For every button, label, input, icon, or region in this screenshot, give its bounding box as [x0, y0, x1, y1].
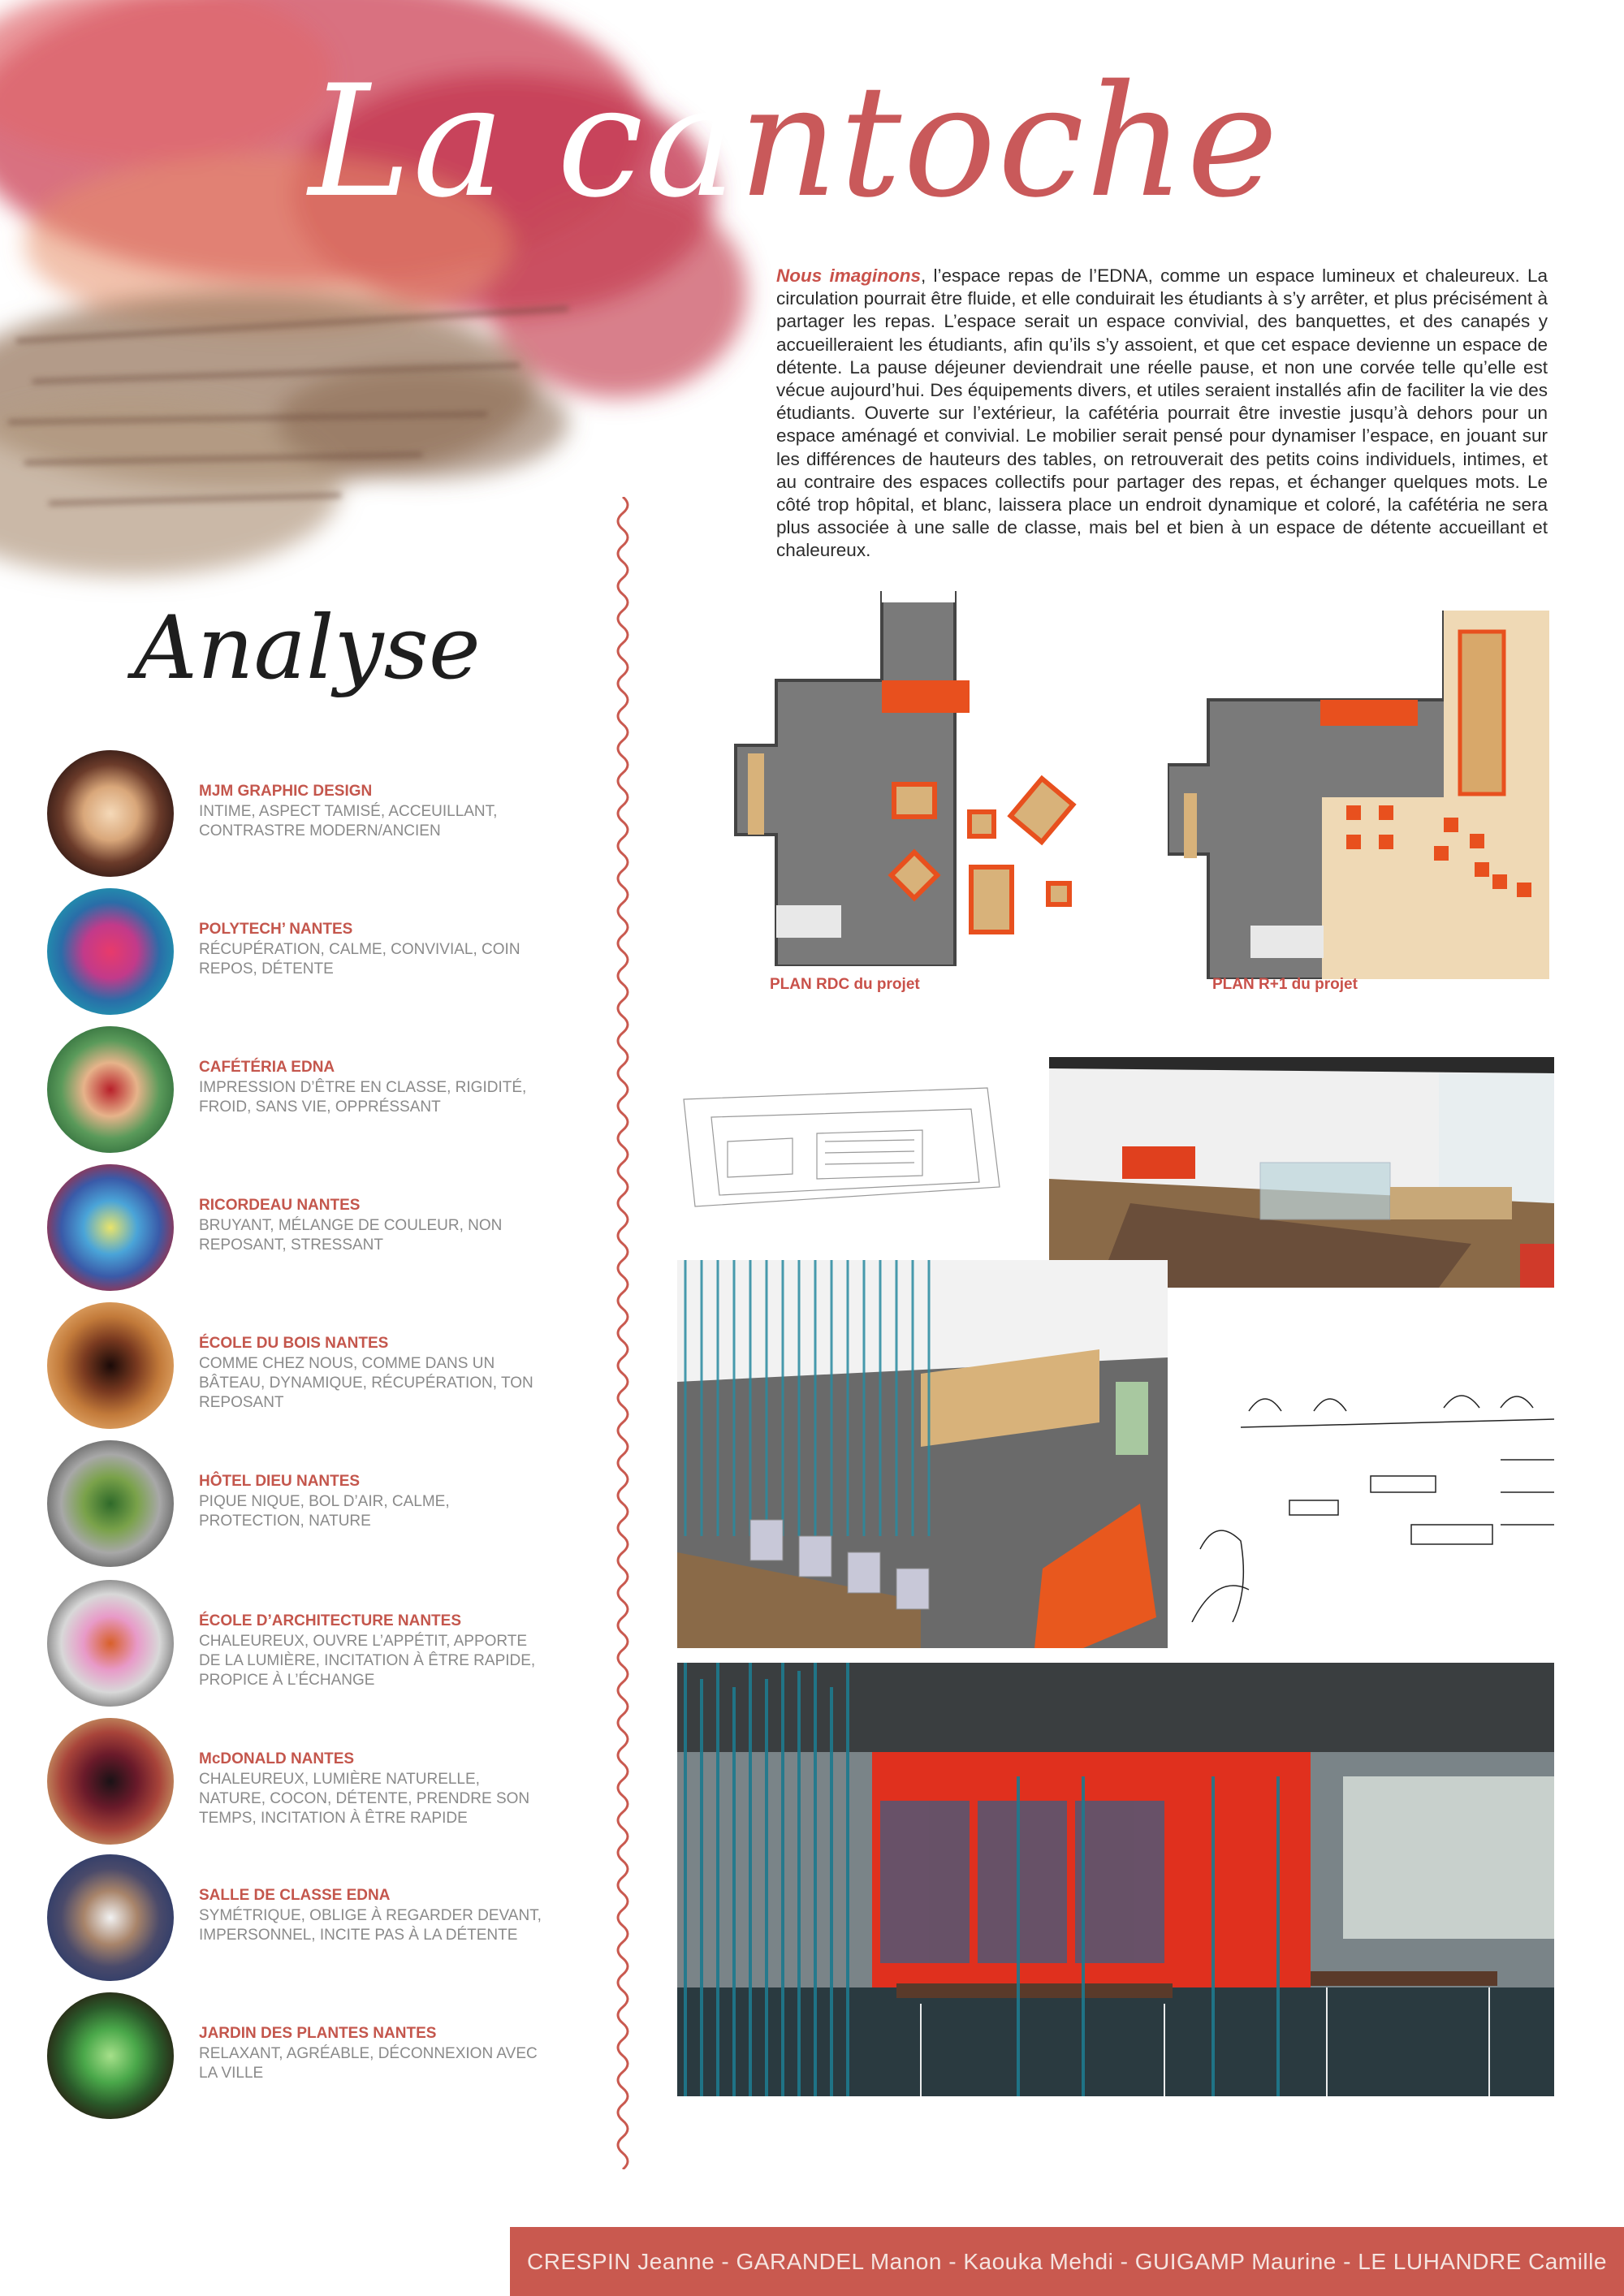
color-swatch-disc [47, 1718, 174, 1845]
color-swatch-disc [47, 1854, 174, 1981]
analysis-item [47, 750, 567, 880]
analysis-item-description: CHALEUREUX, LUMIÈRE NATURELLE, NATURE, COCON, DÉTENTE, PRENDRE SON TEMPS, INCITATION À ÊTRE RAPIDE [199, 1771, 530, 1827]
sketch-overview [679, 1085, 1004, 1215]
analysis-item-name: POLYTECH’ NANTES [199, 921, 353, 938]
analysis-item [47, 1440, 567, 1570]
analysis-item-name: HÔTEL DIEU NANTES [199, 1473, 361, 1490]
intro-paragraph [776, 265, 1548, 563]
render-upper-floor [1049, 1057, 1554, 1288]
analysis-item-description: IMPRESSION D’ÊTRE EN CLASSE, RIGIDITÉ, FROID, SANS VIE, OPPRÉSSANT [199, 1079, 527, 1116]
analysis-item-description: PIQUE NIQUE, BOL D’AIR, CALME, PROTECTION, NATURE [199, 1493, 450, 1530]
analysis-item-name: SALLE DE CLASSE EDNA [199, 1887, 391, 1904]
plan-rdc-caption: PLAN RDC du projet [770, 976, 920, 993]
analysis-item [47, 1164, 567, 1294]
analysis-item-description: RELAXANT, AGRÉABLE, DÉCONNEXION AVEC LA VILLE [199, 2045, 538, 2082]
analysis-item-name: McDONALD NANTES [199, 1750, 355, 1767]
analysis-item-name: ÉCOLE DU BOIS NANTES [199, 1335, 389, 1352]
analysis-item [47, 1026, 567, 1156]
analyse-heading: Analyse [134, 598, 481, 699]
analysis-item-description: BRUYANT, MÉLANGE DE COULEUR, NON REPOSANT, STRESSANT [199, 1217, 503, 1254]
analysis-item-description: RÉCUPÉRATION, CALME, CONVIVIAL, COIN REPOS, DÉTENTE [199, 941, 520, 978]
analysis-item-description: CHALEUREUX, OUVRE L’APPÉTIT, APPORTE DE LA LUMIÈRE, INCITATION À ÊTRE RAPIDE, PROPICE À L’ÉCHANGE [199, 1633, 536, 1689]
intro-text: , l’espace repas de l’EDNA, comme un espace lumineux et chaleureux. La circulation pourrait être fluide, et elle conduirait les étudiants à s’y arrêter, et plus précisément à partager les repas. L’espace serait un espace convivial, des banquettes, et des canapés y accueilleraient les étudiants, afin qu’ils s’y assoient, et que cet espace devienne un espace de détente. La pause déjeuner deviendrait une réelle pause, et non une corvée telle qu’elle est vécue aujourd’hui. Des équipements divers, et utiles seraient installés afin de faciliter la vie des étudiants. Ouverte sur l’extérieur, la cafétéria pourrait être investie jusqu’à dehors pour un espace aménagé et convivial. Le mobilier serait pensé pour dynamiser l’espace, en jouant sur les différences de hauteurs des tables, on retrouverait des petits coins individuels, intimes, et au contraire des espaces collectifs pour partager des repas, et échanger quelques mots. Le côté trop hôpital, et blanc, laissera place un endroit dynamique et coloré, la cafétéria ne sera plus associée à une salle de classe, mais bel et bien à un espace de détente accueillant et chaleureux. [776, 265, 1548, 561]
color-swatch-disc [47, 750, 174, 877]
color-swatch-disc [47, 1302, 174, 1429]
plan-r1 [1168, 611, 1549, 979]
analysis-item [47, 1580, 567, 1710]
analysis-item [47, 888, 567, 1018]
plan-rdc [728, 591, 1109, 966]
authors-footer: CRESPIN Jeanne - GARANDEL Manon - Kaouka Mehdi - GUIGAMP Maurine - LE LUHANDRE Camille [510, 2227, 1624, 2296]
intro-lead: Nous imaginons [776, 265, 921, 286]
analysis-item-name: JARDIN DES PLANTES NANTES [199, 2025, 437, 2042]
analysis-item-description: SYMÉTRIQUE, OBLIGE À REGARDER DEVANT, IMPERSONNEL, INCITE PAS À LA DÉTENTE [199, 1907, 542, 1944]
color-swatch-disc [47, 1580, 174, 1707]
analysis-item-description: COMME CHEZ NOUS, COMME DANS UN BÂTEAU, DYNAMIQUE, RÉCUPÉRATION, TON REPOSANT [199, 1355, 533, 1411]
analysis-item [47, 1854, 567, 1984]
color-swatch-disc [47, 888, 174, 1015]
analysis-item-name: RICORDEAU NANTES [199, 1197, 361, 1214]
sketch-people-tables [1176, 1379, 1554, 1622]
render-dining-hall [677, 1663, 1554, 2096]
analysis-item [47, 1992, 567, 2122]
analysis-item-name: CAFÉTÉRIA EDNA [199, 1059, 335, 1076]
color-swatch-disc [47, 1992, 174, 2119]
analysis-item-name: MJM GRAPHIC DESIGN [199, 783, 373, 800]
color-swatch-disc [47, 1164, 174, 1291]
render-curtain-stairs [677, 1260, 1168, 1648]
analysis-item [47, 1302, 567, 1432]
wavy-divider [611, 497, 635, 2169]
analysis-item-name: ÉCOLE D’ARCHITECTURE NANTES [199, 1612, 462, 1629]
plan-r1-caption: PLAN R+1 du projet [1212, 976, 1358, 993]
color-swatch-disc [47, 1440, 174, 1567]
analysis-item-description: INTIME, ASPECT TAMISÉ, ACCEUILLANT, CONTRASTRE MODERN/ANCIEN [199, 803, 498, 839]
page-title: La cantoche [309, 52, 1280, 231]
color-swatch-disc [47, 1026, 174, 1153]
analysis-item [47, 1718, 567, 1848]
